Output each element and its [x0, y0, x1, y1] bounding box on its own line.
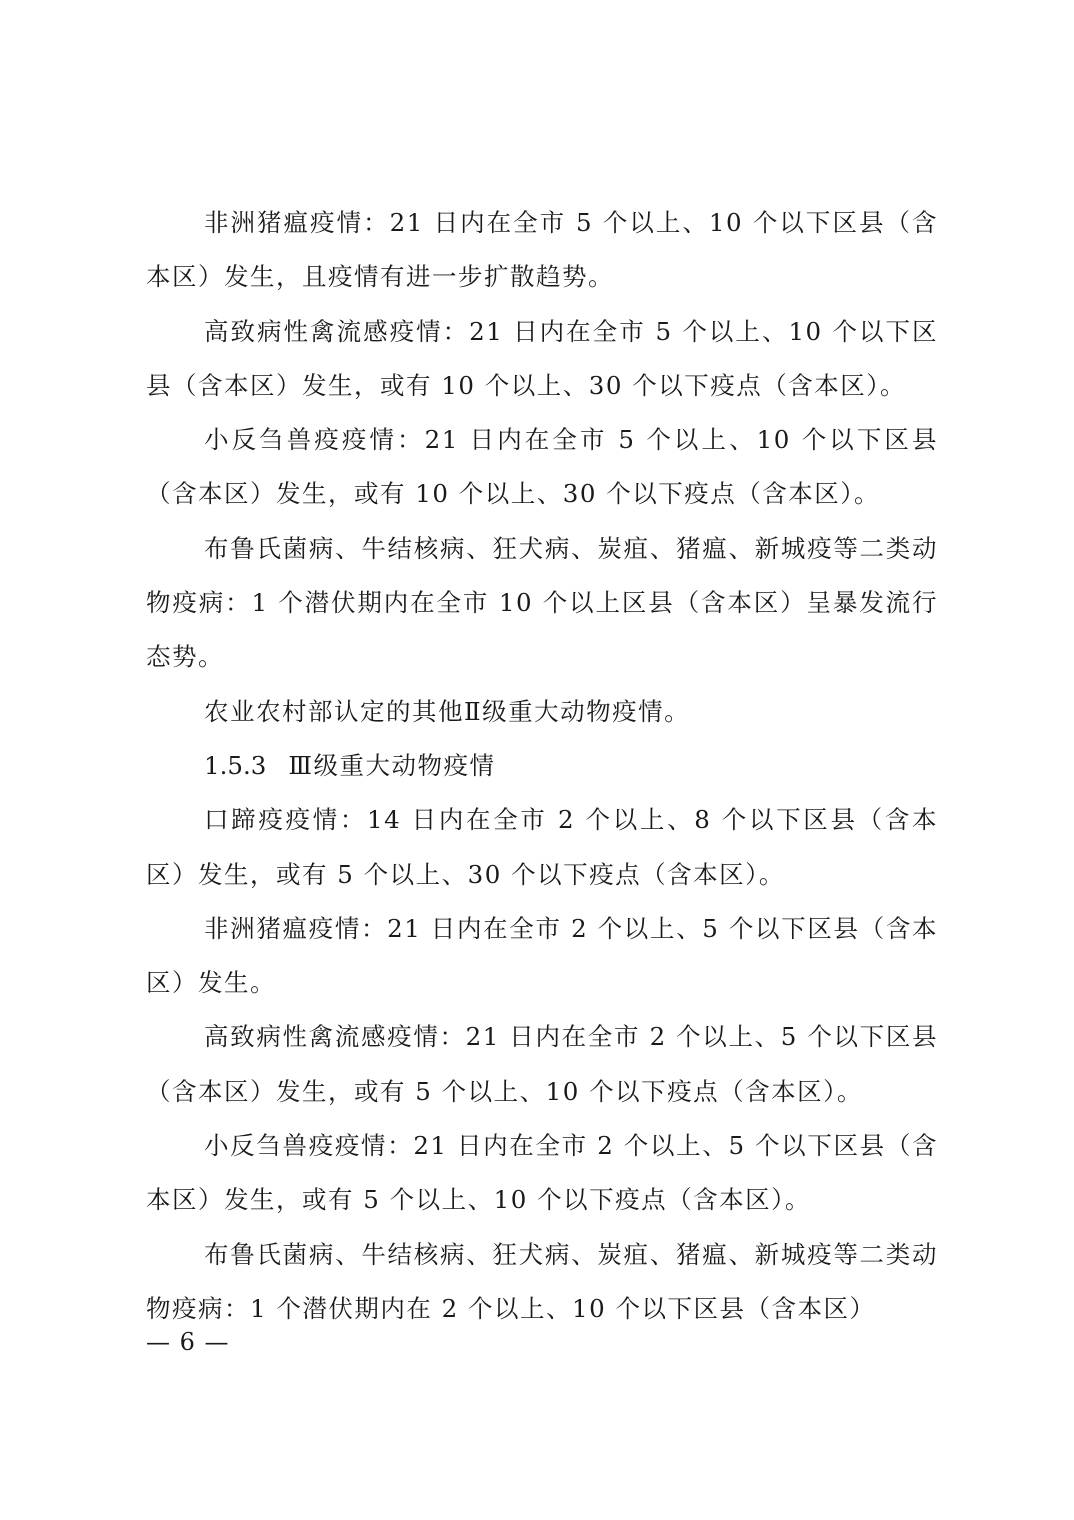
paragraph-class2-diseases-level2: 布鲁氏菌病、牛结核病、狂犬病、炭疽、猪瘟、新城疫等二类动物疫病：1 个潜伏期内在全市 10 个以上区县（含本区）呈暴发流行态势。	[146, 533, 938, 672]
paragraph-asf-level2: 非洲猪瘟疫情：21 日内在全市 5 个以上、10 个以下区县（含本区）发生，且疫情有进一步扩散趋势。	[146, 208, 938, 292]
paragraph-ppr-level3: 小反刍兽疫疫情：21 日内在全市 2 个以上、5 个以下区县（含本区）发生，或有 5 个以上、10 个以下疫点（含本区）。	[146, 1131, 938, 1215]
section-heading	[146, 739, 938, 793]
paragraph-class2-diseases-level3: 布鲁氏菌病、牛结核病、狂犬病、炭疽、猪瘟、新城疫等二类动物疫病：1 个潜伏期内在 2 个以上、10 个以下区县（含本区）	[146, 1239, 938, 1323]
paragraph-ppr-level2: 小反刍兽疫疫情：21 日内在全市 5 个以上、10 个以下区县（含本区）发生，或有 10 个以上、30 个以下疫点（含本区）。	[146, 425, 938, 509]
paragraph-other-level2: 农业农村部认定的其他Ⅱ级重大动物疫情。	[204, 696, 691, 726]
paragraph-asf-level3: 非洲猪瘟疫情：21 日内在全市 2 个以上、5 个以下区县（含本区）发生。	[146, 913, 938, 998]
section-number: 1.5.3	[204, 750, 267, 780]
body-text	[146, 196, 938, 1336]
section-title: Ⅲ级重大动物疫情	[288, 750, 496, 780]
paragraph-fmd-level3: 口蹄疫疫情：14 日内在全市 2 个以上、8 个以下区县（含本区）发生，或有 5 个以上、30 个以下疫点（含本区）。	[146, 805, 938, 889]
page-number: — 6 —	[146, 1328, 230, 1356]
paragraph-avian-flu-level3: 高致病性禽流感疫情：21 日内在全市 2 个以上、5 个以下区县（含本区）发生，或有 5 个以上、10 个以下疫点（含本区）。	[146, 1022, 938, 1106]
paragraph-avian-flu-level2: 高致病性禽流感疫情：21 日内在全市 5 个以上、10 个以下区县（含本区）发生，或有 10 个以上、30 个以下疫点（含本区）。	[146, 316, 938, 400]
